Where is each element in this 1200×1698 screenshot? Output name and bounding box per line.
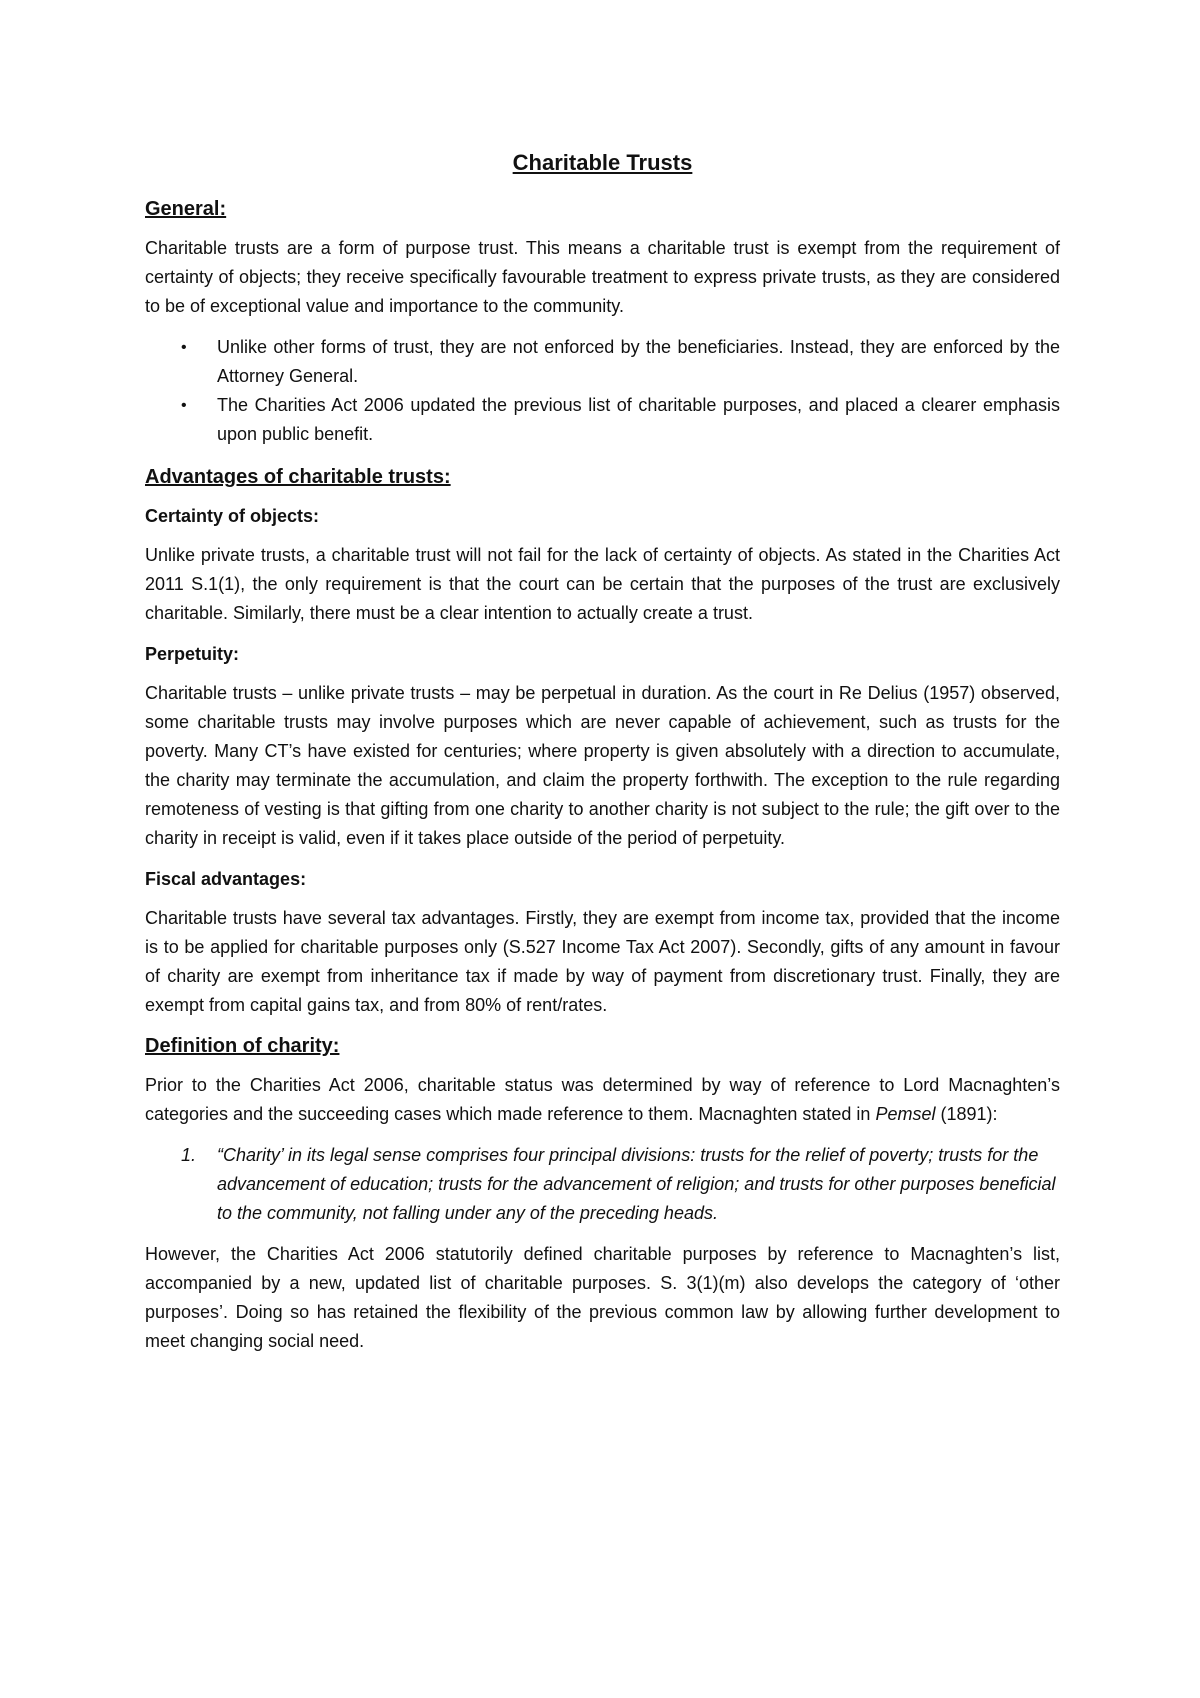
bullet-item	[181, 391, 1060, 449]
certainty-paragraph: Unlike private trusts, a charitable trust will not fail for the lack of certainty of objects. As stated in the Charities Act 2011 S.1(1), the only requirement is that the court can be certain that the purposes of the trust are exclusively charitable. Similarly, there must be a clear intention to actually create a trust.	[145, 545, 1060, 623]
general-bullet-list	[145, 333, 1060, 449]
subheading-fiscal: Fiscal advantages:	[145, 869, 307, 889]
macnaghten-quote: “Charity’ in its legal sense comprises four principal divisions: trusts for the relief of poverty; trusts for the advancement of education; trusts for the advancement of religion; and trusts for other purposes beneficial to the community, not falling under any of the preceding heads.	[217, 1145, 1056, 1223]
perpetuity-paragraph: Charitable trusts – unlike private trusts – may be perpetual in duration. As the court in Re Delius (1957) observed, some charitable trusts may involve purposes which are never capable of achievement, such as trusts for the poverty. Many CT’s have existed for centuries; where property is given absolutely with a direction to accumulate, the charity may terminate the accumulation, and claim the property forthwith. The exception to the rule regarding remoteness of vesting is that gifting from one charity to another charity is not subject to the rule; the gift over to the charity in receipt is valid, even if it takes place outside of the period of perpetuity.	[145, 683, 1060, 848]
bullet-text: The Charities Act 2006 updated the previous list of charitable purposes, and placed a clearer emphasis upon public benefit.	[217, 395, 1060, 444]
subheading-perpetuity: Perpetuity:	[145, 644, 240, 664]
definition-closing-paragraph: However, the Charities Act 2006 statutorily defined charitable purposes by reference to Macnaghten’s list, accompanied by a new, updated list of charitable purposes. S. 3(1)(m) also develops the category of ‘other purposes’. Doing so has retained the flexibility of the previous common law by allowing further development to meet changing social need.	[145, 1244, 1060, 1351]
numbered-quote-list	[145, 1141, 1060, 1228]
bullet-icon: •	[181, 339, 187, 356]
general-paragraph: Charitable trusts are a form of purpose trust. This means a charitable trust is exempt from the requirement of certainty of objects; they receive specifically favourable treatment to express private trusts, as they are considered to be of exceptional value and importance to the community.	[145, 238, 1060, 316]
section-heading-definition: Definition of charity:	[145, 1035, 340, 1057]
bullet-icon: •	[181, 397, 187, 414]
bullet-item	[181, 333, 1060, 391]
fiscal-paragraph: Charitable trusts have several tax advantages. Firstly, they are exempt from income tax, provided that the income is to be applied for charitable purposes only (S.527 Income Tax Act 2007). Secondly, gifts of any amount in favour of charity are exempt from inheritance tax if made by way of payment from discretionary trust. Finally, they are exempt from capital gains tax, and from 80% of rent/rates.	[145, 908, 1060, 1015]
definition-intro-paragraph	[145, 1071, 1060, 1129]
definition-intro-year: (1891):	[935, 1104, 998, 1124]
case-name-pemsel: Pemsel	[875, 1104, 936, 1124]
list-item	[181, 1141, 1060, 1228]
definition-intro-text: Prior to the Charities Act 2006, charitable status was determined by way of reference to Lord Macnaghten’s categories and the succeeding cases which made reference to them. Macnaghten stated in	[145, 1075, 1060, 1124]
subheading-certainty: Certainty of objects:	[145, 506, 320, 526]
document-title: Charitable Trusts	[512, 150, 693, 175]
list-number: 1.	[181, 1145, 197, 1165]
bullet-text: Unlike other forms of trust, they are not enforced by the beneficiaries. Instead, they are enforced by the Attorney General.	[217, 337, 1060, 386]
section-heading-advantages: Advantages of charitable trusts:	[145, 466, 451, 488]
document-page	[145, 148, 1060, 1368]
section-heading-general: General:	[145, 198, 227, 220]
